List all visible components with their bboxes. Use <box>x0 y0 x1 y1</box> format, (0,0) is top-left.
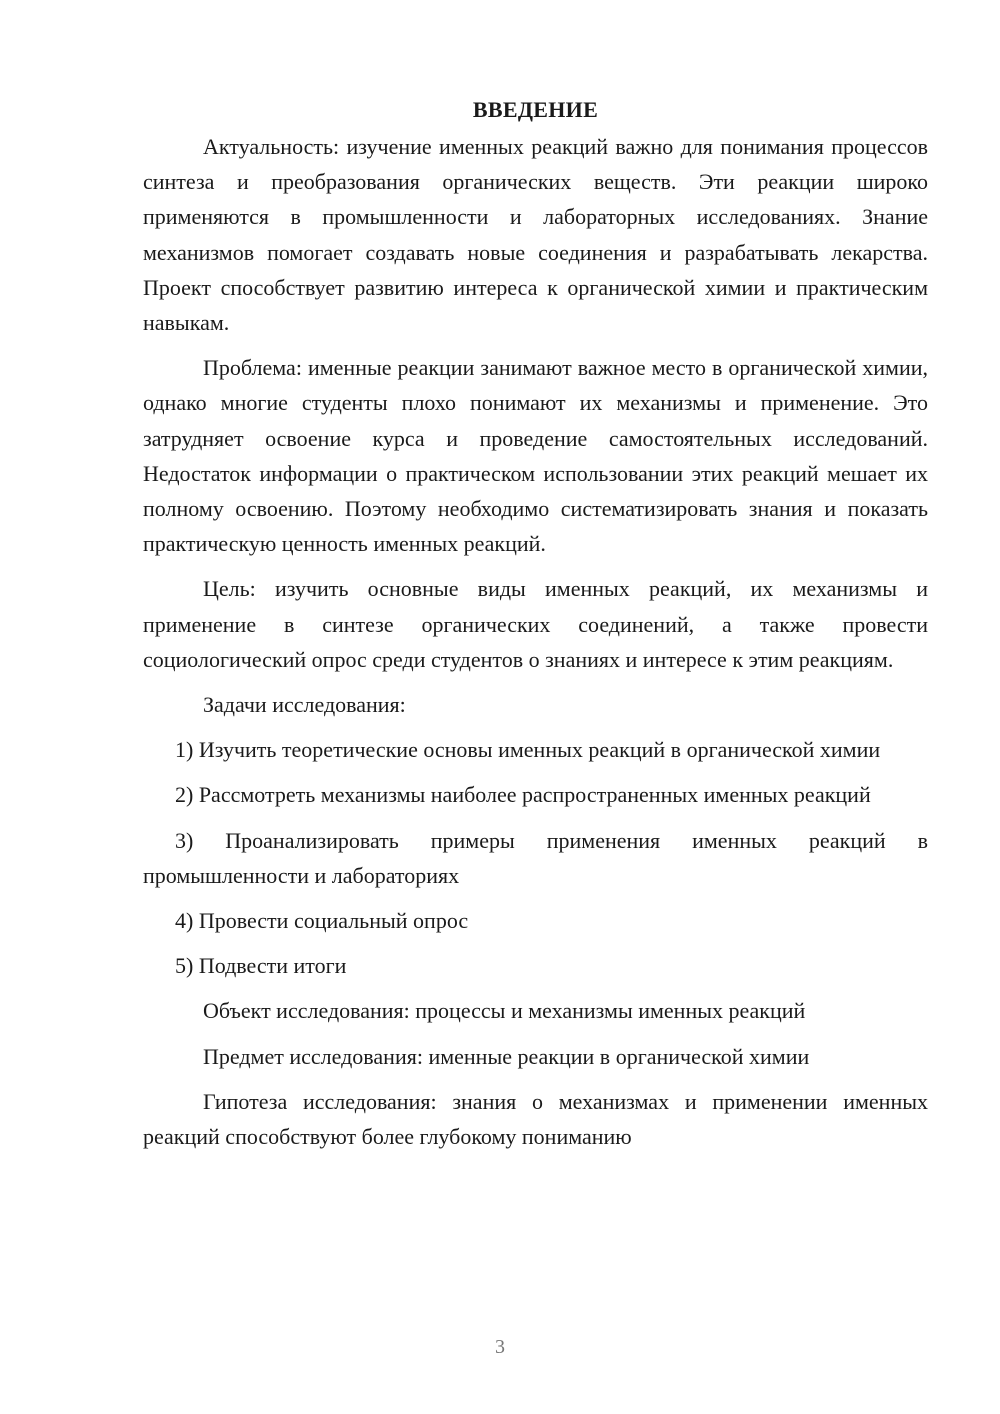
paragraph-problem: Проблема: именные реакции занимают важное место в органической химии, однако многие студенты плохо понимают их механизмы и применение. Это затрудняет освоение курса и проведение самостоятельных исследований. Недостаток информации о практическом использовании этих реакций мешает их полному освоению. Поэтому необходимо систематизировать знания и показать практическую ценность именных реакций. <box>143 355 928 557</box>
task-item-1: 1) Изучить теоретические основы именных реакций в органической химии <box>175 737 881 763</box>
task-item-3: 3) Проанализировать примеры применения именных реакций в промышленности и лабораториях <box>143 827 928 888</box>
task-item-4: 4) Провести социальный опрос <box>175 908 469 934</box>
paragraph-subject: Предмет исследования: именные реакции в органической химии <box>203 1043 810 1069</box>
task-item-5: 5) Подвести итоги <box>175 953 347 979</box>
paragraph-object: Объект исследования: процессы и механизмы именных реакций <box>203 998 806 1024</box>
section-title: ВВЕДЕНИЕ <box>472 97 599 122</box>
paragraph-tasks-heading: Задачи исследования: <box>203 692 406 718</box>
paragraph-goal: Цель: изучить основные виды именных реакций, их механизмы и применение в синтезе органических соединений, а также провести социологический опрос среди студентов о знаниях и интересе к этим реакциям. <box>143 576 928 672</box>
document-page <box>143 92 928 1154</box>
page-number: 3 <box>495 1336 505 1358</box>
paragraph-relevance: Актуальность: изучение именных реакций важно для понимания процессов синтеза и преобразования органических веществ. Эти реакции широко применяются в промышленности и лабораторных исследованиях. Знание механизмов помогает создавать новые соединения и разрабатывать лекарства. Проект способствует развитию интереса к органической химии и практическим навыкам. <box>143 134 928 336</box>
paragraph-hypothesis: Гипотеза исследования: знания о механизмах и применении именных реакций способствуют более глубокому пониманию <box>143 1088 928 1150</box>
task-item-2: 2) Рассмотреть механизмы наиболее распространенных именных реакций <box>175 782 871 808</box>
